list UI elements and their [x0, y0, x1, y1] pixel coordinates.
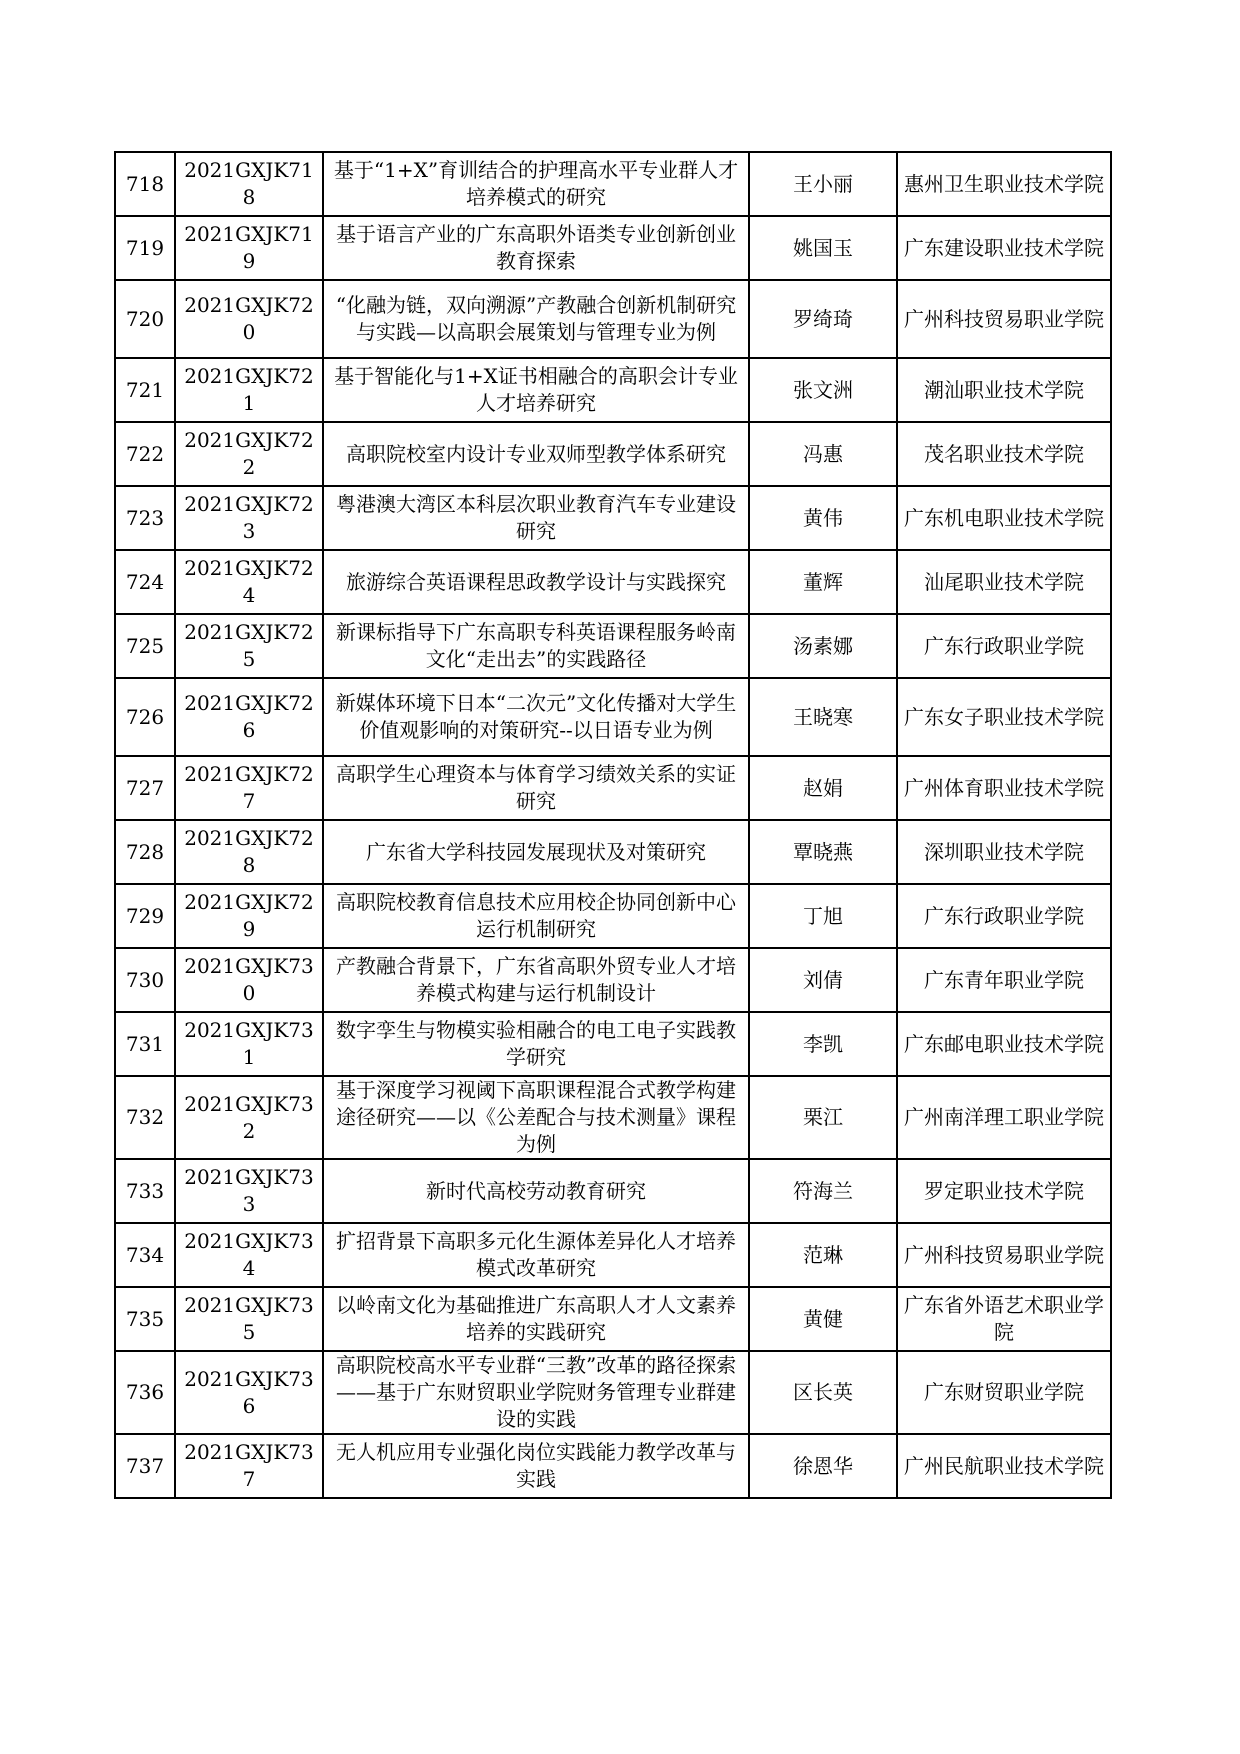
row-number-cell: 720	[115, 280, 175, 358]
project-title-cell: 高职学生心理资本与体育学习绩效关系的实证研究	[323, 756, 749, 820]
project-leader-cell: 区长英	[749, 1351, 897, 1434]
project-title-cell: 基于智能化与1+X证书相融合的高职会计专业人才培养研究	[323, 358, 749, 422]
row-number-cell: 722	[115, 422, 175, 486]
table-row	[115, 1159, 1111, 1223]
project-leader-cell: 汤素娜	[749, 614, 897, 678]
table-row	[115, 280, 1111, 358]
table-row	[115, 1012, 1111, 1076]
institution-cell: 茂名职业技术学院	[897, 422, 1111, 486]
table-row	[115, 358, 1111, 422]
institution-cell: 广州民航职业技术学院	[897, 1434, 1111, 1498]
project-title-cell: 基于“1+X”育训结合的护理高水平专业群人才培养模式的研究	[323, 152, 749, 216]
project-title-cell: 高职院校教育信息技术应用校企协同创新中心运行机制研究	[323, 884, 749, 948]
project-leader-cell: 王晓寒	[749, 678, 897, 756]
row-number-cell: 733	[115, 1159, 175, 1223]
row-number-cell: 719	[115, 216, 175, 280]
table-row	[115, 152, 1111, 216]
table-row	[115, 422, 1111, 486]
project-code-cell: 2021GXJK728	[175, 820, 323, 884]
project-title-cell: 新课标指导下广东高职专科英语课程服务岭南文化“走出去”的实践路径	[323, 614, 749, 678]
project-leader-cell: 徐恩华	[749, 1434, 897, 1498]
project-title-cell: 无人机应用专业强化岗位实践能力教学改革与实践	[323, 1434, 749, 1498]
row-number-cell: 735	[115, 1287, 175, 1351]
table-row	[115, 820, 1111, 884]
table-row	[115, 1351, 1111, 1434]
institution-cell: 潮汕职业技术学院	[897, 358, 1111, 422]
table-row	[115, 550, 1111, 614]
row-number-cell: 725	[115, 614, 175, 678]
project-leader-cell: 董辉	[749, 550, 897, 614]
institution-cell: 广东建设职业技术学院	[897, 216, 1111, 280]
project-title-cell: 高职院校室内设计专业双师型教学体系研究	[323, 422, 749, 486]
project-code-cell: 2021GXJK730	[175, 948, 323, 1012]
table-row	[115, 1287, 1111, 1351]
project-code-cell: 2021GXJK718	[175, 152, 323, 216]
project-code-cell: 2021GXJK732	[175, 1076, 323, 1159]
institution-cell: 广州科技贸易职业学院	[897, 1223, 1111, 1287]
project-code-cell: 2021GXJK733	[175, 1159, 323, 1223]
table-row	[115, 1223, 1111, 1287]
project-title-cell: 扩招背景下高职多元化生源体差异化人才培养模式改革研究	[323, 1223, 749, 1287]
institution-cell: 罗定职业技术学院	[897, 1159, 1111, 1223]
project-leader-cell: 覃晓燕	[749, 820, 897, 884]
project-code-cell: 2021GXJK722	[175, 422, 323, 486]
project-code-cell: 2021GXJK727	[175, 756, 323, 820]
project-title-cell: 高职院校高水平专业群“三教”改革的路径探索——基于广东财贸职业学院财务管理专业群建设的实践	[323, 1351, 749, 1434]
table-row	[115, 756, 1111, 820]
institution-cell: 汕尾职业技术学院	[897, 550, 1111, 614]
institution-cell: 惠州卫生职业技术学院	[897, 152, 1111, 216]
institution-cell: 广东财贸职业学院	[897, 1351, 1111, 1434]
project-code-cell: 2021GXJK726	[175, 678, 323, 756]
project-code-cell: 2021GXJK720	[175, 280, 323, 358]
project-leader-cell: 黄伟	[749, 486, 897, 550]
table-row	[115, 486, 1111, 550]
project-leader-cell: 栗江	[749, 1076, 897, 1159]
institution-cell: 广东机电职业技术学院	[897, 486, 1111, 550]
project-title-cell: 基于深度学习视阈下高职课程混合式教学构建途径研究——以《公差配合与技术测量》课程为例	[323, 1076, 749, 1159]
table-row	[115, 1434, 1111, 1498]
project-title-cell: 以岭南文化为基础推进广东高职人才人文素养培养的实践研究	[323, 1287, 749, 1351]
project-code-cell: 2021GXJK719	[175, 216, 323, 280]
project-leader-cell: 丁旭	[749, 884, 897, 948]
project-code-cell: 2021GXJK724	[175, 550, 323, 614]
project-leader-cell: 张文洲	[749, 358, 897, 422]
project-title-cell: 旅游综合英语课程思政教学设计与实践探究	[323, 550, 749, 614]
institution-cell: 深圳职业技术学院	[897, 820, 1111, 884]
table-row	[115, 614, 1111, 678]
row-number-cell: 723	[115, 486, 175, 550]
project-code-cell: 2021GXJK735	[175, 1287, 323, 1351]
project-code-cell: 2021GXJK723	[175, 486, 323, 550]
project-leader-cell: 李凯	[749, 1012, 897, 1076]
row-number-cell: 727	[115, 756, 175, 820]
row-number-cell: 729	[115, 884, 175, 948]
institution-cell: 广东省外语艺术职业学院	[897, 1287, 1111, 1351]
table-row	[115, 884, 1111, 948]
table-row	[115, 216, 1111, 280]
row-number-cell: 728	[115, 820, 175, 884]
institution-cell: 广东青年职业学院	[897, 948, 1111, 1012]
project-code-cell: 2021GXJK736	[175, 1351, 323, 1434]
row-number-cell: 732	[115, 1076, 175, 1159]
project-leader-cell: 符海兰	[749, 1159, 897, 1223]
project-title-cell: 新媒体环境下日本“二次元”文化传播对大学生价值观影响的对策研究--以日语专业为例	[323, 678, 749, 756]
row-number-cell: 730	[115, 948, 175, 1012]
row-number-cell: 734	[115, 1223, 175, 1287]
project-title-cell: 新时代高校劳动教育研究	[323, 1159, 749, 1223]
project-code-cell: 2021GXJK731	[175, 1012, 323, 1076]
project-title-cell: “化融为链，双向溯源”产教融合创新机制研究与实践—以高职会展策划与管理专业为例	[323, 280, 749, 358]
project-title-cell: 广东省大学科技园发展现状及对策研究	[323, 820, 749, 884]
institution-cell: 广州体育职业技术学院	[897, 756, 1111, 820]
row-number-cell: 718	[115, 152, 175, 216]
project-leader-cell: 姚国玉	[749, 216, 897, 280]
project-table	[114, 151, 1112, 1499]
project-leader-cell: 刘倩	[749, 948, 897, 1012]
row-number-cell: 724	[115, 550, 175, 614]
project-code-cell: 2021GXJK725	[175, 614, 323, 678]
institution-cell: 广东行政职业学院	[897, 884, 1111, 948]
table-row	[115, 948, 1111, 1012]
project-leader-cell: 黄健	[749, 1287, 897, 1351]
row-number-cell: 736	[115, 1351, 175, 1434]
institution-cell: 广东行政职业学院	[897, 614, 1111, 678]
project-leader-cell: 冯惠	[749, 422, 897, 486]
table-row	[115, 1076, 1111, 1159]
institution-cell: 广东女子职业技术学院	[897, 678, 1111, 756]
project-code-cell: 2021GXJK721	[175, 358, 323, 422]
project-leader-cell: 王小丽	[749, 152, 897, 216]
institution-cell: 广东邮电职业技术学院	[897, 1012, 1111, 1076]
project-code-cell: 2021GXJK737	[175, 1434, 323, 1498]
project-title-cell: 粤港澳大湾区本科层次职业教育汽车专业建设研究	[323, 486, 749, 550]
project-code-cell: 2021GXJK734	[175, 1223, 323, 1287]
project-title-cell: 数字孪生与物模实验相融合的电工电子实践教学研究	[323, 1012, 749, 1076]
row-number-cell: 737	[115, 1434, 175, 1498]
project-code-cell: 2021GXJK729	[175, 884, 323, 948]
project-leader-cell: 罗绮琦	[749, 280, 897, 358]
project-table-body	[115, 152, 1111, 1498]
project-title-cell: 基于语言产业的广东高职外语类专业创新创业教育探索	[323, 216, 749, 280]
institution-cell: 广州科技贸易职业学院	[897, 280, 1111, 358]
project-leader-cell: 赵娟	[749, 756, 897, 820]
row-number-cell: 731	[115, 1012, 175, 1076]
row-number-cell: 721	[115, 358, 175, 422]
project-title-cell: 产教融合背景下，广东省高职外贸专业人才培养模式构建与运行机制设计	[323, 948, 749, 1012]
project-leader-cell: 范琳	[749, 1223, 897, 1287]
table-row	[115, 678, 1111, 756]
institution-cell: 广州南洋理工职业学院	[897, 1076, 1111, 1159]
row-number-cell: 726	[115, 678, 175, 756]
